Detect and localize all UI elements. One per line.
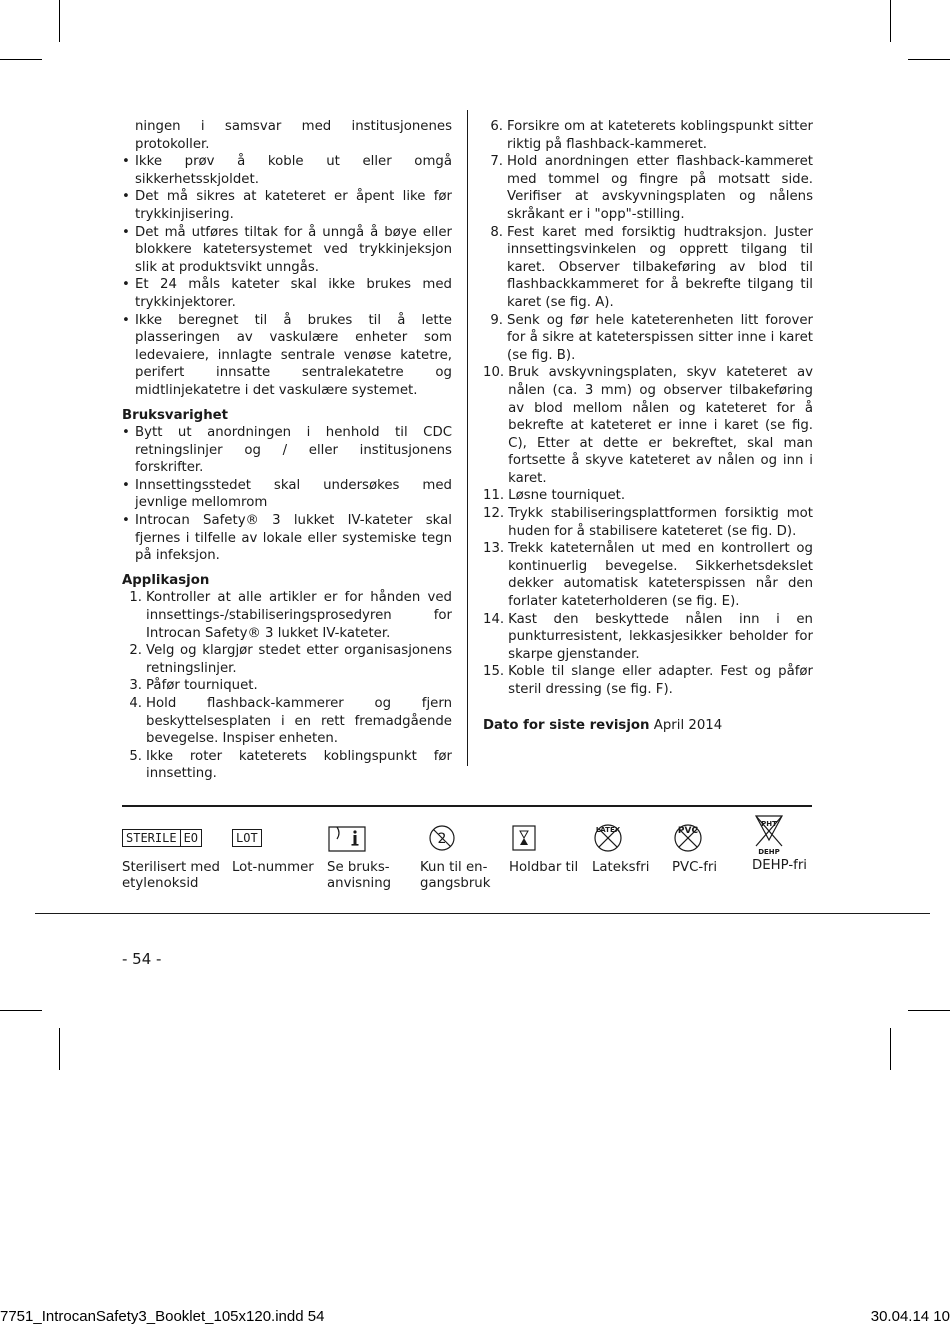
bullet-item: • Bytt ut anordningen i henhold til CDC retningslinjer og / eller institusjonens forskrifter. xyxy=(122,424,452,477)
symbol-dehp-free xyxy=(752,812,824,874)
step-number: 7. xyxy=(490,154,503,170)
dehp-icon-label: DEHP xyxy=(758,848,780,856)
step-item xyxy=(483,505,813,540)
symbol-latex-free xyxy=(592,820,664,876)
symbol-caption: Sterilisert med etylenoksid xyxy=(122,860,220,891)
crop-mark xyxy=(0,1010,42,1011)
lot-icon xyxy=(232,829,262,847)
step-number: 4. xyxy=(129,696,142,711)
crop-mark xyxy=(890,1028,891,1070)
svg-text:2: 2 xyxy=(437,831,447,847)
step-number: 9. xyxy=(490,312,503,328)
symbol-expiry xyxy=(509,820,581,876)
step-text: Løsne tourniquet. xyxy=(508,488,626,504)
step-text: Hold flashback-kammerer og fjern beskyttelsesplaten i en rett fremadgående bevegelse. Inspiser enheten. xyxy=(146,696,452,747)
info-book-icon xyxy=(327,823,367,853)
step-text: Trykk stabiliseringsplattformen forsiktig mot huden for å stabilisere kateteret (se fig. D). xyxy=(508,506,813,539)
crop-mark xyxy=(908,59,950,60)
symbol-sterile-eo xyxy=(122,820,222,892)
crop-mark xyxy=(59,1028,60,1070)
step-item xyxy=(122,748,452,783)
symbol-caption: PVC-fri xyxy=(672,860,718,875)
step-text: Ikke roter kateterets koblingspunkt før innsetting. xyxy=(146,748,452,782)
crop-mark xyxy=(0,59,42,60)
step-item xyxy=(122,589,452,642)
section-heading-applikasjon: Applikasjon xyxy=(122,572,210,588)
step-item xyxy=(483,611,813,664)
step-number: 14. xyxy=(483,611,505,627)
hourglass-icon xyxy=(509,822,549,854)
step-text: Koble til slange eller adapter. Fest og påfør steril dressing (se fig. F). xyxy=(508,664,813,697)
revision-date: April 2014 xyxy=(653,717,723,733)
step-item xyxy=(483,487,813,505)
bullet-item: • Det må sikres at kateteret er åpent like før trykkinjisering. xyxy=(122,188,452,223)
section-heading-bruksvarighet: Bruksvarighet xyxy=(122,407,229,423)
symbol-caption: DEHP-fri xyxy=(752,858,808,873)
slug-date: 30.04.14 10 xyxy=(870,1308,950,1325)
step-number: 15. xyxy=(483,664,505,680)
sterile-label: STERILE xyxy=(126,831,177,845)
step-item xyxy=(122,695,452,748)
latex-free-icon xyxy=(592,820,636,856)
step-item xyxy=(122,642,452,677)
applikasjon-steps xyxy=(122,589,452,783)
symbol-single-use xyxy=(420,820,492,892)
symbol-caption: Se bruks-anvisning xyxy=(327,860,392,891)
bullet-item: • Innsettingsstedet skal undersøkes med jevnlige mellomrom xyxy=(122,477,452,512)
symbol-lot xyxy=(232,820,322,876)
step-number: 6. xyxy=(490,119,503,134)
step-number: 11. xyxy=(483,488,505,504)
left-column xyxy=(122,118,452,783)
symbol-caption: Kun til en-gangsbruk xyxy=(420,860,491,891)
step-text: Velg og klargjør stedet etter organisasjonens retningslinjer. xyxy=(146,643,452,676)
symbol-caption: Holdbar til xyxy=(509,860,579,875)
step-item xyxy=(483,364,813,487)
bullet-item: • Ikke beregnet til å brukes til å lette plasseringen av vaskulære enheter som ledevaiere, innlagte sentrale venøse katetre, perifert innsatte sentralekatetre og midtlinjekatetre i det vaskulære systemet. xyxy=(122,312,452,400)
sterile-eo-icon xyxy=(122,829,202,847)
bruksvarighet-bullets xyxy=(122,424,452,565)
pht-icon-label: PHT xyxy=(761,820,777,828)
step-item xyxy=(483,118,813,153)
step-number: 2. xyxy=(129,643,142,659)
step-item xyxy=(483,540,813,610)
step-item xyxy=(483,663,813,698)
step-text: Senk og før hele kateterenheten litt forover for å sikre at kateterspissen sitter inne i karet (se fig. B). xyxy=(507,312,813,363)
step-item xyxy=(483,153,813,223)
right-column xyxy=(483,118,813,734)
step-number: 5. xyxy=(129,748,142,764)
warning-bullets xyxy=(122,153,452,399)
symbol-pvc-free xyxy=(672,820,744,876)
revision-label: Dato for siste revisjon xyxy=(483,717,650,733)
column-divider xyxy=(467,110,468,766)
slug-filename: 7751_IntrocanSafety3_Booklet_105x120.indd 54 xyxy=(0,1308,325,1325)
bullet-item: • Det må utføres tiltak for å unngå å bøye eller blokkere katetersystemet ved trykkinjeksjon slik at produktsvikt unngås. xyxy=(122,224,452,277)
step-text: Kontroller at alle artikler er for hånden ved innsettings-/stabiliseringsprosedyren for Introcan Safety® 3 lukket IV-kateter. xyxy=(146,590,452,641)
pvc-free-icon xyxy=(672,820,716,856)
step-item xyxy=(122,677,452,695)
crop-mark xyxy=(59,0,60,42)
revision-date-line xyxy=(483,717,813,735)
step-text: Kast den beskyttede nålen inn i en punkturresistent, lekkasjesikker beholder for skarpe gjenstander. xyxy=(508,611,813,662)
step-number: 1. xyxy=(129,590,142,606)
step-number: 12. xyxy=(483,506,505,522)
step-number: 13. xyxy=(483,541,505,557)
bullet-item: • Ikke prøv å koble ut eller omgå sikkerhetsskjoldet. xyxy=(122,153,452,188)
step-item xyxy=(483,224,813,312)
step-number: 8. xyxy=(490,224,503,240)
step-text: Bruk avskyvningsplaten, skyv kateteret av nålen (ca. 3 mm) og observer tilbakeføring av blod mellom nålen og kateteret for å bekrefte at kateteret er inne i karet (se fig. C), Etter at dette er bekreftet, skal man fortsette å skyve kateteret av nålen og inn i karet. xyxy=(508,365,813,486)
step-number: 10. xyxy=(483,365,505,381)
symbol-caption: Lateksfri xyxy=(592,860,650,875)
step-text: Hold anordningen etter flashback-kammeret med tommel og fingre på motsatt side. Verifiser at avskyvningsplaten og nålens skråkant er i "opp"-stilling. xyxy=(507,154,813,222)
latex-icon-label: LATEX xyxy=(595,826,621,834)
step-text: Fest karet med forsiktig hudtraksjon. Juster innsettingsvinkelen og opprett tilgang til karet. Observer tilbakeføring av blod til flashbackkammeret for å bekrefte tilgang til karet (se fig. A). xyxy=(507,224,813,310)
crop-mark xyxy=(908,1010,950,1011)
symbol-caption: Lot-nummer xyxy=(232,860,314,875)
step-text: Trekk kateternålen ut med en kontrollert og kontinuerlig bevegelse. Sikkerhetsdekslet dekker automatisk kateterspissen når den forlater kateterholderen (se fig. E). xyxy=(508,541,813,610)
step-text: Forsikre om at kateterets koblingspunkt sitter riktig på flashback-kammeret. xyxy=(507,119,813,152)
symbol-instructions xyxy=(327,820,399,892)
bullet-item: • Et 24 måls kateter skal ikke brukes med trykkinjektorer. xyxy=(122,276,452,311)
step-item xyxy=(483,312,813,365)
bottom-rule xyxy=(35,913,930,914)
intro-continuation: ningen i samsvar med institusjonenes protokoller. xyxy=(135,119,452,152)
dehp-free-icon xyxy=(752,812,796,856)
eo-label: EO xyxy=(180,830,201,846)
lot-label: LOT xyxy=(236,831,258,845)
step-number: 3. xyxy=(129,678,142,694)
applikasjon-steps-continued xyxy=(483,118,813,699)
step-text: Påfør tourniquet. xyxy=(146,678,258,694)
do-not-reuse-icon xyxy=(426,822,466,854)
crop-mark xyxy=(890,0,891,42)
pvc-icon-label: PVC xyxy=(677,826,699,836)
bullet-item: • Introcan Safety® 3 lukket IV-kateter skal fjernes i tilfelle av lokale eller systemiske tegn på infeksjon. xyxy=(122,512,452,565)
page-number: - 54 - xyxy=(122,950,162,968)
symbol-section-rule xyxy=(122,805,812,807)
